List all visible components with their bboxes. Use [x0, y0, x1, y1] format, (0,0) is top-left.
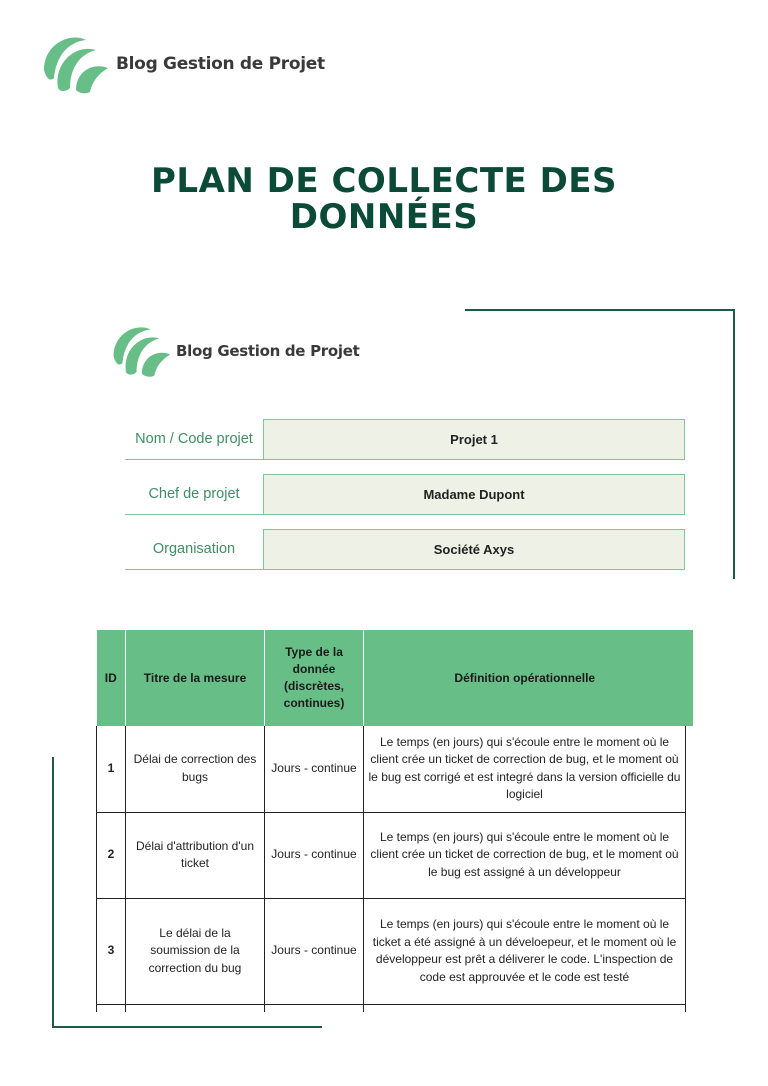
info-label: Organisation — [125, 529, 263, 570]
frame-line-top — [465, 309, 735, 311]
table-row — [97, 812, 686, 898]
info-value: Projet 1 — [263, 419, 685, 460]
info-row-manager — [125, 474, 685, 515]
table-header-row — [97, 630, 686, 726]
row-type: Jours - continue — [265, 726, 364, 812]
info-label: Chef de projet — [125, 474, 263, 515]
column-header-definition: Définition opérationnelle — [364, 630, 686, 726]
frame-line-left — [52, 757, 54, 1027]
column-header-type: Type de la donnée (discrètes, continues) — [265, 630, 364, 726]
row-id: 3 — [97, 898, 126, 1004]
frame-line-right — [733, 309, 735, 579]
document-logo — [110, 320, 360, 378]
row-id: 1 — [97, 726, 126, 812]
row-title: Délai de correction des bugs — [126, 726, 265, 812]
page-title-line2: DONNÉES — [289, 197, 479, 237]
document-brand-name: Blog Gestion de Projet — [176, 342, 360, 360]
info-row-project — [125, 419, 685, 460]
leaf-logo-icon — [110, 320, 172, 378]
row-type: Jours - continue — [265, 812, 364, 898]
row-title: Le délai de la soumission de la correction du bug — [126, 898, 265, 1004]
brand-logo — [40, 30, 325, 94]
page-title — [0, 163, 768, 235]
table-header-edge — [685, 630, 693, 726]
data-collection-table — [96, 630, 686, 1012]
info-row-organisation — [125, 529, 685, 570]
table-row — [97, 726, 686, 812]
leaf-logo-icon — [40, 30, 110, 94]
brand-name: Blog Gestion de Projet — [116, 54, 325, 74]
row-id: 2 — [97, 812, 126, 898]
row-definition: Le temps (en jours) qui s'écoule entre le moment où le client crée un ticket de correction de bug, et le moment où le bug est corrigé et est integré dans la version officielle du logiciel — [364, 726, 686, 812]
row-definition: Le temps (en jours) qui s'écoule entre le moment où le ticket a été assigné à un déveloepeur, et le moment où le développeur est prêt a déliverer le code. L'inspection de code est approuvée et le code est testé — [364, 898, 686, 1004]
row-type: Jours - continue — [265, 898, 364, 1004]
table-row — [97, 898, 686, 1004]
column-header-id: ID — [97, 630, 126, 726]
info-label: Nom / Code projet — [125, 419, 263, 460]
row-title: Délai d'attribution d'un ticket — [126, 812, 265, 898]
table-row-partial — [97, 1004, 686, 1012]
page-title-line1: PLAN DE COLLECTE DES — [150, 161, 618, 201]
row-definition: Le temps (en jours) qui s'écoule entre le moment où le client crée un ticket de correction de bug, et le moment où le bug est assigné à un développeur — [364, 812, 686, 898]
frame-line-bottom — [52, 1026, 322, 1028]
info-value: Madame Dupont — [263, 474, 685, 515]
info-value: Société Axys — [263, 529, 685, 570]
column-header-title: Titre de la mesure — [126, 630, 265, 726]
